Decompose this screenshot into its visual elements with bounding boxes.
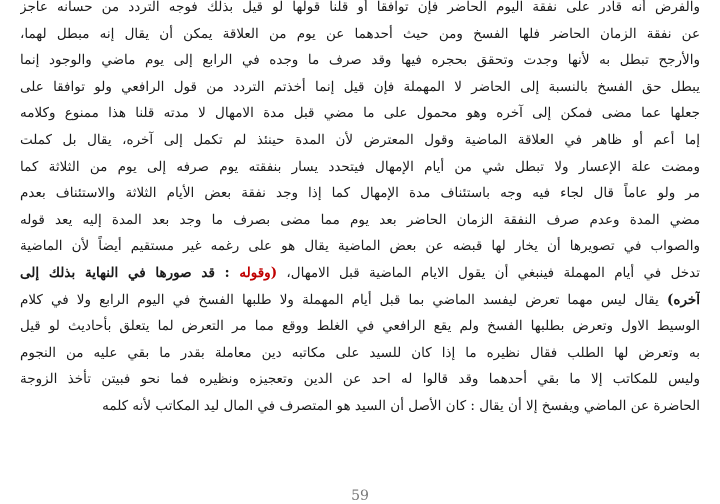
quote-close: آخره) <box>666 291 700 308</box>
text-line: وليس للمكاتب إلا ما بقي أحدهما وقد قالوا له احد عن الدين وتعجيزه ونظيره فما نحو فبيتن تأخذ الزوجة <box>20 371 700 388</box>
text-line: مضي المدة وعدم صرف النفقة الزمان الحاضر بعد يوم مما مضى بصرف ما وجد بعد المدة إليه يعد قوله <box>20 211 700 228</box>
text-line: ومضت علة الإعسار ولا تبطل شي من أيام الإمهال فيتحدد يسار بنفقته يوم صرفه إلى يوم من الثلاثة كما <box>20 158 700 175</box>
text-line: به وتعرض لها الطلب فقال نظيره ما إذا كان للسيد على مكاتبه دين معاملة بقدر ما بقي عليه من النجوم <box>20 344 700 361</box>
text-line: عن نفقة الزمان الحاضر فلها الفسخ ومن حيث أحدهما عن يوم من العلاقة يمكن أن يقال إنه مبطل لهما، <box>20 25 700 42</box>
text-segment: يقال ليس مهما تعرض ليفسد الماضي بما قبل أيام المهملة ولا طلبها الفسخ في اليوم الرابع ولا في كلام <box>20 291 667 308</box>
text-line: يبطل حق الفسخ بالنسبة إلى الحاضر لا المهملة فإن قيل إنما أخذتم التردد من قول الرافعي ولو توافقا على <box>20 78 700 95</box>
text-line: والأرجح تبطل به لأنها وجدت وتحقق بحجره فيها وقد صرف ما وجده في الرابع إلى يوم ماضي والوجود إنما <box>20 52 700 69</box>
text-line: جعلها عما مضى فمكن إلى آخره وهو محمول على ما مضي قبل مدة الامهال لا مدته قلنا هذا ممنوع وكلامه <box>20 105 700 122</box>
text-line: والصواب في تصويرها أن يخار لها قبضه عن بعض الماضية يقال هو على رغمه غير مستقيم أيضاً لأن الماضية <box>20 238 700 255</box>
text-line-with-quote <box>20 260 700 287</box>
body-text <box>20 0 700 420</box>
text-line: إما أعم أو ظاهر في العلاقة الماضية وقول المعترض لأن المدة حينئذ لم تكمل إلى آخره، يقال بل كملت <box>20 131 700 148</box>
text-line: الوسيط الاول وتعرض بطلبها الفسخ ولم يقع الرافعي في الغلط ووقع مما مر التعرض لما يتعلق بأحاديث لو قيل <box>20 318 700 335</box>
quoted-heading: : قد صورها في النهاية بذلك إلى <box>20 264 240 281</box>
text-line: مر ولو عاماً قال لجاء فيه وجه باستئناف مدة الإمهال كما إذا وجد نفقة بعض الأيام الثلاثة والاستئناف بعدم <box>20 185 700 202</box>
text-segment: تدخل في أيام المهملة فينبغي أن يقول الايام الماضية قبل الامهال، <box>277 264 700 281</box>
page-number: 59 <box>351 488 369 504</box>
text-line: والفرض أنه قادر على نفقة اليوم الحاضر فإن توافقا أو قلنا قولها لو قيل بذلك فوجه التردد من حسانه عاجز <box>20 0 700 15</box>
quote-open: (وقوله <box>239 264 278 281</box>
text-line-quote-close <box>20 287 700 314</box>
text-line: الحاضرة عن الماضي ويفسخ إلا أن يقال : كان الأصل أن السيد هو المتصرف في المال ليد المكاتب لأنه كلمه <box>102 397 700 414</box>
